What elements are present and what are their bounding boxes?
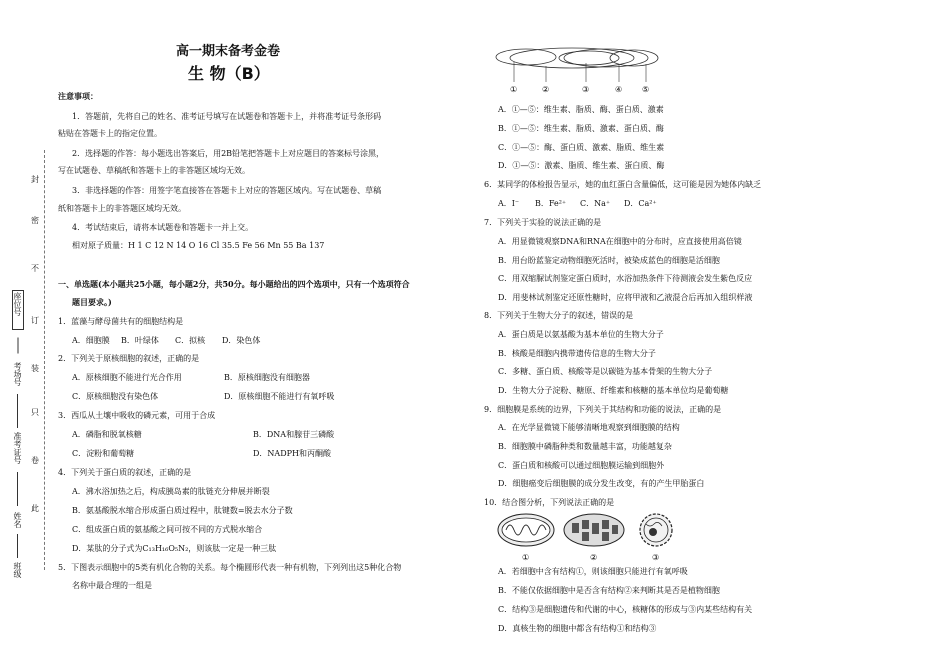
- notice-heading: 注意事项：: [58, 91, 98, 101]
- seal-char: 装: [31, 364, 39, 373]
- option: D．Ca²⁺: [624, 199, 657, 208]
- ellipse-label-1: ①: [510, 85, 518, 94]
- option: C．组成蛋白质的氨基酸之间可按不同的方式脱水缩合: [72, 525, 263, 534]
- seal-char: 订: [31, 316, 39, 325]
- q10-organelle-figure: [496, 510, 686, 564]
- exam-subject: 生 物（B）: [188, 64, 270, 83]
- option: A．沸水浴加热之后，构成胰岛素的肽链充分伸展并断裂: [72, 487, 270, 496]
- option: D．用斐林试剂鉴定还原性糖时，应将甲液和乙液混合后再加入组织样液: [498, 293, 753, 302]
- question-stem: 1．蓝藻与酵母菌共有的细胞结构是: [58, 317, 184, 326]
- question-stem: 8．下列关于生物大分子的叙述，错误的是: [484, 311, 634, 320]
- question-stem: 6．某同学的体检报告显示，她的血红蛋白含量偏低，这可能是因为她体内缺乏: [484, 180, 762, 189]
- option: D．某肽的分子式为C₁₃H₁₆O₅N₂，则该肽一定是一种三肽: [72, 544, 277, 553]
- section-heading: 一、单选题(本小题共25小题，每小题2分，共50分。每小题给出的四个选项中，只有一个选项符合: [58, 279, 410, 289]
- option: A．用显微镜观察DNA和RNA在细胞中的分布时，应直接使用高倍镜: [498, 237, 742, 246]
- question-stem: 4．下列关于蛋白质的叙述，正确的是: [58, 468, 192, 477]
- q5-ellipse-diagram: [494, 44, 664, 106]
- seal-char: 只: [31, 408, 39, 417]
- notice-line: 粘贴在答题卡上的指定位置。: [58, 129, 162, 138]
- option: C．蛋白质和核酸可以通过细胞膜运输到细胞外: [498, 461, 665, 470]
- option: D．①—⑤：激素、脂质、维生素、蛋白质、酶: [498, 161, 665, 170]
- exam-ticket-label: 准考证号: [13, 432, 22, 464]
- option: C．拟核: [175, 336, 206, 345]
- option: B．DNA和腺苷三磷酸: [253, 430, 335, 439]
- figure-label-3: ③: [652, 553, 660, 562]
- seal-char: 此: [31, 504, 39, 513]
- option: D．细胞癌变后细胞膜的成分发生改变，有的产生甲胎蛋白: [498, 479, 705, 488]
- section-heading: 题目要求。): [72, 297, 112, 307]
- option: B．核酸是细胞内携带遗传信息的生物大分子: [498, 349, 656, 358]
- chloroplast-figure: [564, 514, 624, 562]
- option: A．①—⑤：维生素、脂质、酶、蛋白质、激素: [498, 105, 664, 114]
- question-stem: 名称中最合理的一组是: [72, 581, 152, 590]
- question-stem: 3．西瓜从土壤中吸收的磷元素，可用于合成: [58, 411, 216, 420]
- ellipse-label-3: ③: [582, 85, 590, 94]
- class-label: 班级: [13, 562, 22, 578]
- seal-char: 封: [31, 175, 39, 184]
- ellipse-2: [510, 48, 634, 68]
- option: B．原核细胞没有细胞器: [224, 373, 310, 382]
- option: C．淀粉和葡萄糖: [72, 449, 135, 458]
- notice-line: 写在试题卷、草稿纸和答题卡上的非答题区域均无效。: [58, 166, 250, 175]
- option: D．染色体: [222, 336, 261, 345]
- question-stem: 10．结合图分析，下列说法正确的是: [484, 498, 615, 507]
- atomic-mass-line: 相对原子质量：H 1 C 12 N 14 O 16 Cl 35.5 Fe 56 Mn 55 Ba 137: [72, 241, 325, 250]
- option: A．若细胞中含有结构①，则该细胞只能进行有氧呼吸: [498, 567, 688, 576]
- option: A．磷脂和脱氧核糖: [72, 430, 142, 439]
- option: C．用双缩脲试剂鉴定蛋白质时，水浴加热条件下待测液会发生紫色反应: [498, 274, 753, 283]
- question-stem: 7．下列关于实验的说法正确的是: [484, 218, 602, 227]
- option: B．叶绿体: [121, 336, 159, 345]
- ellipse-label-5: ⑤: [642, 85, 650, 94]
- option: B．不能仅依据细胞中是否含有结构②来判断其是否是植物细胞: [498, 586, 720, 595]
- notice-line: 3．非选择题的作答：用签字笔直接答在答题卡上对应的答题区域内。写在试题卷、草稿: [72, 186, 382, 195]
- figure-label-2: ②: [590, 553, 598, 562]
- option: C．结构③是细胞遗传和代谢的中心，核糖体的形成与③内某些结构有关: [498, 605, 753, 614]
- exam-room-label: 考场号: [13, 362, 22, 386]
- option: A．细胞膜: [72, 336, 110, 345]
- question-stem: 2．下列关于原核细胞的叙述，正确的是: [58, 354, 200, 363]
- option: B．细胞膜中磷脂种类和数量越丰富，功能越复杂: [498, 442, 672, 451]
- ellipse-4: [564, 49, 648, 67]
- ellipse-label-2: ②: [542, 85, 550, 94]
- option: B．①—⑤：维生素、脂质、激素、蛋白质、酶: [498, 124, 664, 133]
- option: D．真核生物的细胞中都含有结构①和结构③: [498, 624, 657, 633]
- mitochondrion-figure: [498, 514, 554, 562]
- option: B．Fe²⁺: [535, 199, 567, 208]
- figure-label-1: ①: [522, 553, 530, 562]
- option: C．多糖、蛋白质、核酸等是以碳链为基本骨架的生物大分子: [498, 367, 713, 376]
- notice-line: 2．选择题的作答：每小题选出答案后，用2B铅笔把答题卡上对应题目的答案标号涂黑，: [72, 149, 385, 158]
- option: B．氨基酸脱水缩合形成蛋白质过程中，肽键数=脱去水分子数: [72, 506, 293, 515]
- option: D．NADPH和丙酮酸: [253, 449, 331, 458]
- ellipse-label-4: ④: [615, 85, 623, 94]
- seal-line-dashed: [44, 150, 45, 570]
- option: D．原核细胞不能进行有氧呼吸: [224, 392, 335, 401]
- option: C．原核细胞没有染色体: [72, 392, 159, 401]
- seal-char: 密: [31, 216, 39, 225]
- option: C．①—⑤：酶、蛋白质、激素、脂质、维生素: [498, 143, 665, 152]
- exam-title: 高一期末备考金卷: [176, 44, 281, 59]
- notice-line: 纸和答题卡上的非答题区域均无效。: [58, 204, 186, 213]
- option: A．在光学显微镜下能够清晰地观察到细胞膜的结构: [498, 423, 680, 432]
- notice-line: 1．答题前，先将自己的姓名、准考证号填写在试题卷和答题卡上，并将准考证号条形码: [72, 112, 382, 121]
- option: C．Na⁺: [580, 199, 611, 208]
- notice-line: 4．考试结束后，请将本试题卷和答题卡一并上交。: [72, 223, 254, 232]
- nucleus-figure: [640, 514, 672, 562]
- option: A．原核细胞不能进行光合作用: [72, 373, 182, 382]
- option: A．蛋白质是以氨基酸为基本单位的生物大分子: [498, 330, 664, 339]
- seal-char: 不: [31, 264, 39, 273]
- option: B．用台盼蓝鉴定动物细胞死活时，被染成蓝色的细胞是活细胞: [498, 256, 720, 265]
- seat-number-label: 座位号: [13, 292, 22, 316]
- question-stem: 9．细胞膜是系统的边界，下列关于其结构和功能的说法，正确的是: [484, 405, 722, 414]
- option: D．生物大分子淀粉、糖原、纤维素和核糖的基本单位均是葡萄糖: [498, 386, 729, 395]
- name-label: 姓名: [13, 512, 22, 528]
- question-stem: 5．下图表示细胞中的5类有机化合物的关系。每个椭圆形代表一种有机物，下列列出这5种化合物: [58, 563, 402, 572]
- binding-strip: [0, 0, 52, 672]
- option: A．I⁻: [498, 199, 520, 208]
- seal-char: 卷: [31, 456, 39, 465]
